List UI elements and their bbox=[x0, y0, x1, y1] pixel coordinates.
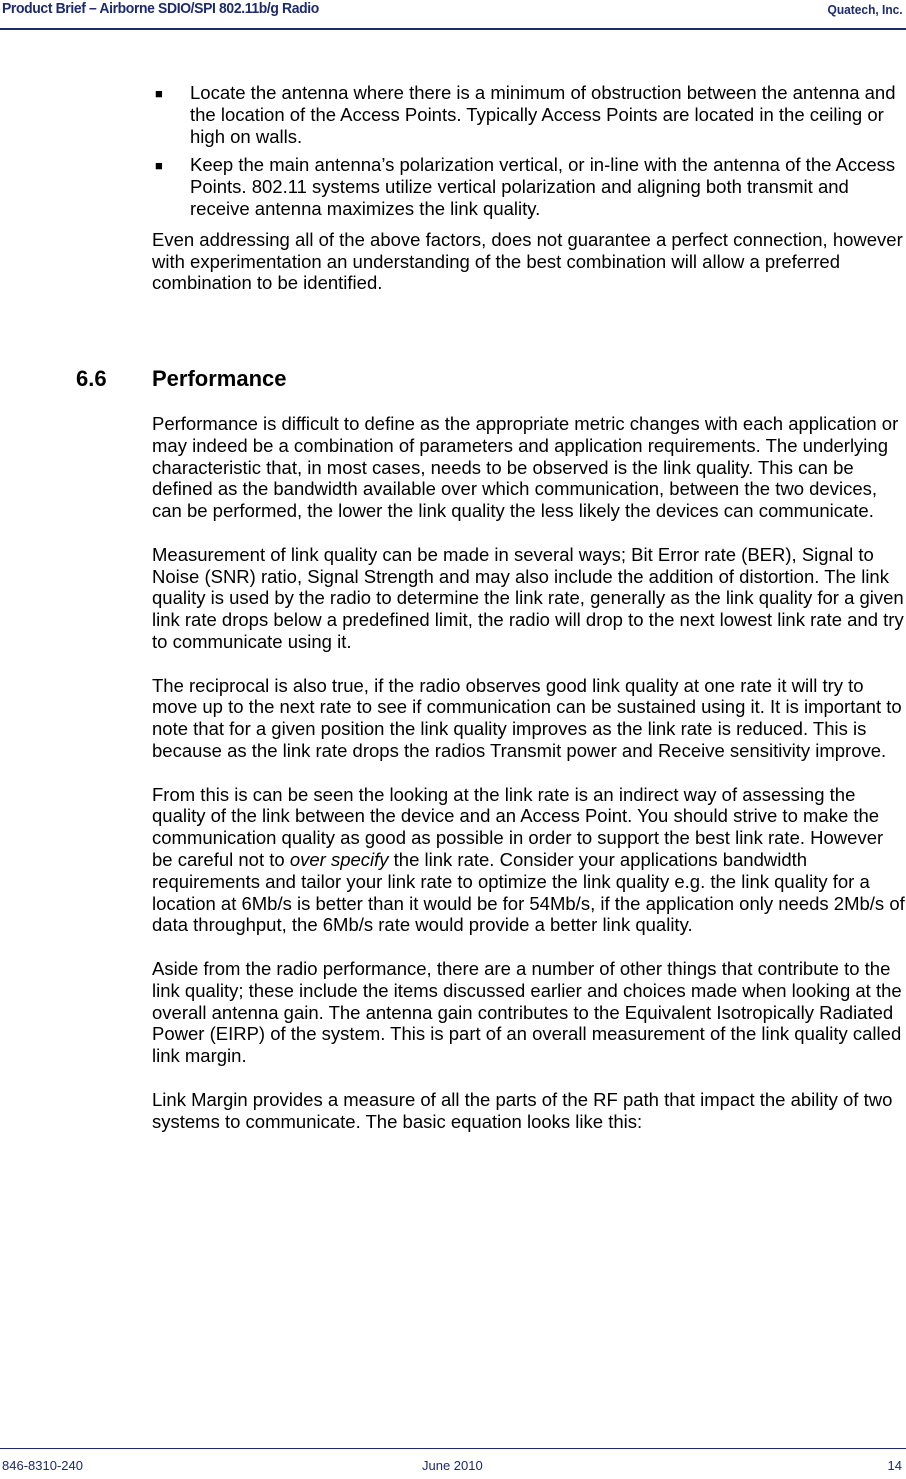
paragraph: Link Margin provides a measure of all the parts of the RF path that impact the ability of two systems to communicate. The basic equation looks like this: bbox=[152, 1088, 893, 1132]
footer-page-number: 14 bbox=[887, 1458, 902, 1473]
section-title: Performance bbox=[152, 366, 287, 391]
intro-paragraph: Even addressing all of the above factors, does not guarantee a perfect connection, however with experimentation an understanding of the best combination will allow a preferred combination to be identified. bbox=[152, 228, 903, 294]
paragraph: The reciprocal is also true, if the radio observes good link quality at one rate it will try to move up to the next rate to see if communication can be sustained using it. It is important to note that for a given position the link quality improves as the link rate is reduced. This is because as the link rate drops the radios Transmit power and Receive sensitivity improve. bbox=[152, 674, 902, 761]
square-bullet-icon: ■ bbox=[155, 158, 163, 174]
header-title: Product Brief – Airborne SDIO/SPI 802.11b/g Radio bbox=[2, 0, 319, 17]
footer-divider bbox=[0, 1448, 906, 1449]
paragraph: Performance is difficult to define as the appropriate metric changes with each application or may indeed be a combination of parameters and application requirements. The underlying characteristic that, in most cases, needs to be observed is the link quality. This can be defined as the bandwidth available over which communication, between the two devices, can be performed, the lower the link quality the less likely the devices can communicate. bbox=[152, 413, 899, 522]
performance-body bbox=[152, 413, 906, 1154]
paragraph bbox=[152, 784, 906, 937]
paragraph-text: the link rate. Consider your applications bandwidth requirements and tailor your link rate to optimize the link quality e.g. the link quality for a location at 6Mb/s is better than it would be for 54Mb/s, if the application only needs 2Mb/s of data throughput, the 6Mb/s rate would provide a better link quality. bbox=[152, 848, 905, 936]
paragraph: Aside from the radio performance, there are a number of other things that contribute to the link quality; these include the items discussed earlier and choices made when looking at the overall antenna gain. The antenna gain contributes to the Equivalent Isotropically Radiated Power (EIRP) of the system. This is part of an overall measurement of the link quality called link margin. bbox=[152, 957, 902, 1067]
footer-doc-number: 846-8310-240 bbox=[2, 1458, 83, 1473]
paragraph: Measurement of link quality can be made in several ways; Bit Error rate (BER), Signal to Noise (SNR) ratio, Signal Strength and may also include the addition of distortion. The link quality is used by the radio to determine the link rate, generally as the link quality for a given link rate drops below a predefined limit, the radio will drop to the next lowest link rate and try to communicate using it. bbox=[152, 543, 904, 652]
square-bullet-icon: ■ bbox=[155, 86, 163, 101]
section-number: 6.6 bbox=[76, 366, 107, 391]
header-company: Quatech, Inc. bbox=[827, 2, 903, 17]
list-item bbox=[152, 82, 904, 147]
bullet-list bbox=[152, 82, 904, 220]
footer-date: June 2010 bbox=[422, 1458, 483, 1473]
section-heading bbox=[76, 366, 287, 392]
bullet-text: Locate the antenna where there is a minimum of obstruction between the antenna and the location of the Access Points. Typically Access Points are located in the ceiling or high on walls. bbox=[190, 82, 896, 147]
header-divider bbox=[0, 28, 906, 30]
paragraph-text: From this is can be seen the looking at the link rate is an indirect way of assessing the quality of the link between the device and an Access Point. You should strive to make the communication quality as good as possible in order to support the best link rate. However be careful not to bbox=[152, 783, 884, 870]
list-item bbox=[152, 154, 904, 219]
bullet-text: Keep the main antenna’s polarization vertical, or in-line with the antenna of the Access Points. 802.11 systems utilize vertical polarization and aligning both transmit and receive antenna maximizes the link quality. bbox=[190, 154, 896, 219]
intro-content bbox=[152, 82, 904, 294]
emphasis-text: over specify bbox=[289, 848, 389, 870]
